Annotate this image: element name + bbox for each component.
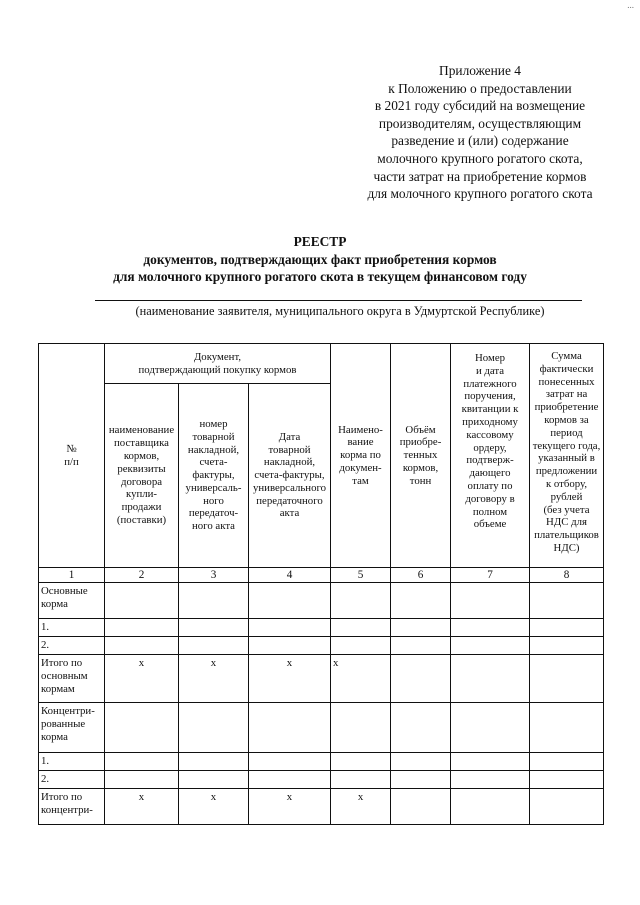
table-row [39,637,604,655]
header-payment-document: Номер и дата платежного поручения, квитанции к приходному кассовому ордеру, подтверж- дающего оплату по договору в полном объеме [451,344,530,568]
appendix-line: молочного крупного рогатого скота, [377,150,583,166]
x-mark: х [179,789,249,825]
appendix-header [330,62,630,203]
header-invoice-number: номер товарной накладной, счета- фактуры, универсаль- ного передаточ- ного акта [179,384,249,568]
row-number: 2. [39,771,105,789]
section-label-concentrated-feed: Концентри- рованные корма [39,703,105,753]
applicant-fill-line [95,300,582,301]
column-number: 8 [530,568,604,583]
x-mark: х [249,655,331,703]
table-row [39,583,604,619]
appendix-line: Приложение 4 [439,63,521,78]
header-invoice-date: Дата товарной накладной, счета-фактуры, универсального передаточного акта [249,384,331,568]
appendix-line: производителям, осуществляющим [378,115,582,131]
appendix-line: разведение и (или) содержание [391,133,569,149]
x-mark: х [331,655,391,703]
row-number: 1. [39,619,105,637]
column-number: 3 [179,568,249,583]
appendix-line: в 2021 году субсидий на возмещение [374,98,586,114]
header-document-group: Документ, подтверждающий покупку кормов [105,344,331,384]
table-row [39,703,604,753]
column-number: 4 [249,568,331,583]
column-number: 5 [331,568,391,583]
title-line: для молочного крупного рогатого скота в текущем финансовом году [113,269,527,284]
page-corner-mark: ... [627,0,634,10]
table-row [39,655,604,703]
column-number: 1 [39,568,105,583]
header-feed-volume: Объём приобре- тенных кормов, тонн [391,344,451,568]
row-number: 1. [39,753,105,771]
total-basic-feed-label: Итого по основным кормам [39,655,105,703]
appendix-line: к Положению о предоставлении [388,80,572,96]
table-row [39,771,604,789]
column-number: 6 [391,568,451,583]
x-mark: х [331,789,391,825]
title-line: документов, подтверждающих факт приобретения кормов [143,251,497,267]
column-numbers-row [39,568,604,583]
x-mark: х [249,789,331,825]
total-concentrated-feed-label: Итого по концентри- [39,789,105,825]
registry-table [38,343,604,825]
document-title [0,233,640,286]
x-mark: х [105,789,179,825]
header-feed-name: Наимено- вание корма по докумен- там [331,344,391,568]
appendix-line: для молочного крупного рогатого скота [367,186,593,202]
appendix-line: части затрат на приобретение кормов [373,168,587,184]
applicant-caption: (наименование заявителя, муниципального округа в Удмуртской Республике) [135,304,545,318]
header-number: № п/п [39,344,105,568]
header-supplier: наименование поставщика кормов, реквизиты договора купли- продажи (поставки) [105,384,179,568]
title-heading: РЕЕСТР [293,234,347,249]
table-row [39,753,604,771]
header-expense-amount: Сумма фактически понесенных затрат на приобретение кормов за период текущего года, указанный в предложении к отбору, рублей (без учета НДС для плательщиков НДС) [530,344,604,568]
x-mark: х [179,655,249,703]
column-number: 2 [105,568,179,583]
table-row [39,789,604,825]
row-number: 2. [39,637,105,655]
x-mark: х [105,655,179,703]
column-number: 7 [451,568,530,583]
section-label-basic-feed: Основные корма [39,583,105,619]
table-row [39,619,604,637]
